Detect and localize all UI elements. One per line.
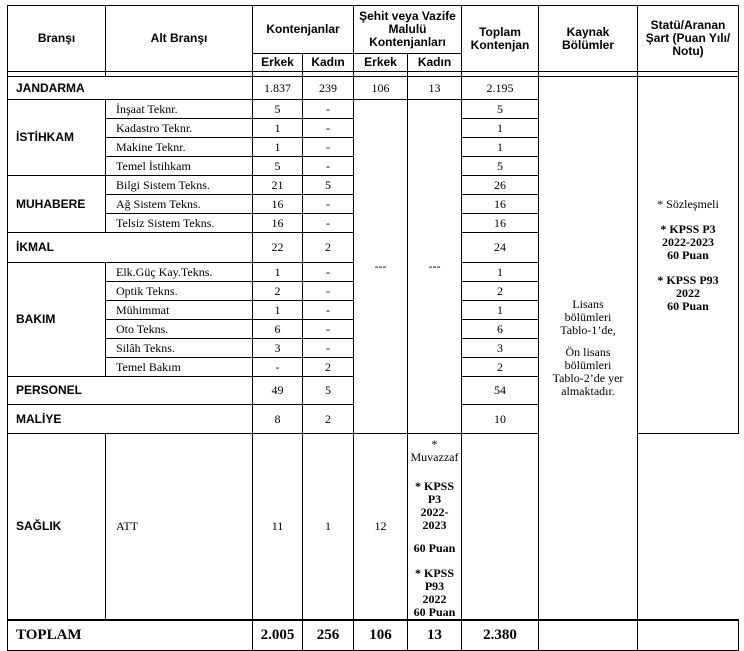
total-sehit-kadin: 13 [408, 620, 462, 650]
cell-kadin: - [303, 157, 354, 176]
total-label: TOPLAM [8, 620, 253, 650]
cell-toplam: 5 [462, 157, 539, 176]
kaynak-line: Tablo-1’de, [560, 323, 616, 337]
req-line: 60 Puan [413, 605, 456, 619]
cell-kadin: 2 [303, 405, 354, 434]
cell-alt-brans: İnşaat Teknr. [106, 100, 253, 119]
col-header-kontenjanlar: Kontenjanlar [253, 6, 354, 54]
cell-erkek: 3 [253, 339, 303, 358]
cell-toplam: 1 [462, 301, 539, 320]
cell-alt-brans: Silâh Tekns. [106, 339, 253, 358]
cell-toplam: 12 [354, 434, 408, 621]
cell-kadin: 2 [303, 358, 354, 377]
cell-toplam: 1 [462, 263, 539, 282]
cell-toplam: 26 [462, 176, 539, 195]
col-header-sehit-kadin: Kadın [408, 54, 462, 72]
cell-erkek: 5 [253, 100, 303, 119]
col-header-statu: Statü/Aranan Şart (Puan Yılı/ Notu) [638, 6, 739, 72]
cell-toplam: 54 [462, 377, 539, 405]
col-header-sehit-erkek: Erkek [354, 54, 408, 72]
req-line: 2022-2023 [420, 505, 449, 532]
statu-sozlesmeli-cell [638, 77, 739, 434]
total-kadin: 256 [303, 620, 354, 650]
status-type: * Muvazzaf [410, 437, 459, 464]
kaynak-bolumler-cell [539, 77, 638, 621]
cell-erkek: 49 [253, 377, 303, 405]
cell-kadin: - [303, 263, 354, 282]
cell-kadin: - [303, 138, 354, 157]
row-brans-ikmal: İKMAL [8, 233, 253, 263]
row-brans-maliye: MALİYE [8, 405, 253, 434]
cell-erkek: 1 [253, 138, 303, 157]
cell-alt-brans: Mühimmat [106, 301, 253, 320]
total-erkek: 2.005 [253, 620, 303, 650]
kaynak-line: bölümleri [564, 310, 612, 324]
kaynak-line: Ön lisans [565, 345, 611, 359]
cell-erkek: 1 [253, 301, 303, 320]
req-line: 2022 [676, 285, 700, 300]
req-line: 60 Puan [667, 247, 709, 262]
cell-alt-brans: Temel İstihkam [106, 157, 253, 176]
cell-alt-brans: Optik Tekns. [106, 282, 253, 301]
row-brans-jandarma: JANDARMA [8, 77, 253, 100]
cell-erkek: 1.837 [253, 77, 303, 100]
cell-kadin: - [303, 282, 354, 301]
cell-toplam: 24 [462, 233, 539, 263]
cell-toplam: 6 [462, 320, 539, 339]
cell-toplam: 10 [462, 405, 539, 434]
req-line: * KPSS P93 [414, 566, 454, 593]
cell-erkek: 8 [253, 405, 303, 434]
col-header-alt-brans: Alt Branşı [106, 6, 253, 72]
row-brans-muhabere: MUHABERE [8, 176, 106, 233]
cell-alt-brans: Oto Tekns. [106, 320, 253, 339]
total-toplam: 2.380 [462, 620, 539, 650]
req-line: * KPSS P3 [414, 479, 454, 506]
cell-erkek: 2 [253, 282, 303, 301]
total-row [8, 620, 739, 650]
cell-erkek: 1 [253, 119, 303, 138]
statu-muvazzaf-cell [408, 434, 462, 621]
req-line: 60 Puan [667, 298, 709, 313]
cell-erkek: 1 [253, 263, 303, 282]
cell-toplam: 2.195 [462, 77, 539, 100]
sehit-erkek-merged: --- [354, 100, 408, 434]
req-line: * KPSS P93 [657, 272, 719, 287]
cell-erkek: 5 [253, 157, 303, 176]
cell-alt-brans: Temel Bakım [106, 358, 253, 377]
quota-table [7, 5, 739, 651]
total-sehit-erkek: 106 [354, 620, 408, 650]
cell-kadin: - [303, 339, 354, 358]
cell-toplam: 2 [462, 358, 539, 377]
req-line: 2022-2023 [662, 234, 714, 249]
cell-erkek: 22 [253, 233, 303, 263]
req-line: 2022 [422, 592, 447, 606]
cell-erkek: 16 [253, 195, 303, 214]
cell-kadin: - [303, 100, 354, 119]
cell-alt-brans: Ağ Sistem Tekns. [106, 195, 253, 214]
req-line: * KPSS P3 [660, 221, 716, 236]
cell-alt-brans: ATT [106, 434, 253, 621]
col-header-kadin: Kadın [303, 54, 354, 72]
cell-kadin: 239 [303, 77, 354, 100]
col-header-sehit: Şehit veya Vazife Malulü Kontenjanları [354, 6, 462, 54]
row-brans-bakim: BAKIM [8, 263, 106, 377]
cell-alt-brans: Elk.Güç Kay.Tekns. [106, 263, 253, 282]
kaynak-line: almaktadır. [561, 384, 615, 398]
table-row [8, 77, 739, 100]
cell-erkek: 6 [253, 320, 303, 339]
cell-kadin: - [303, 195, 354, 214]
cell-alt-brans: Makine Teknr. [106, 138, 253, 157]
cell-toplam: 1 [462, 138, 539, 157]
cell-kadin: 5 [303, 377, 354, 405]
cell-erkek: - [253, 358, 303, 377]
kaynak-line: Tablo-2’de yer [552, 371, 624, 385]
cell-kadin: - [303, 301, 354, 320]
cell-kadin: - [303, 320, 354, 339]
row-brans-istihkam: İSTİHKAM [8, 100, 106, 176]
sehit-kadin-merged: --- [408, 100, 462, 434]
kaynak-line: bölümleri [564, 358, 612, 372]
cell-kadin: 2 [303, 233, 354, 263]
cell-alt-brans: Bilgi Sistem Tekns. [106, 176, 253, 195]
cell-kadin: - [303, 214, 354, 233]
cell-kadin: 1 [303, 434, 354, 621]
cell-toplam: 1 [462, 119, 539, 138]
cell-toplam: 16 [462, 214, 539, 233]
cell-erkek: 11 [253, 434, 303, 621]
cell-toplam: 2 [462, 282, 539, 301]
row-brans-personel: PERSONEL [8, 377, 253, 405]
row-brans-saglik: SAĞLIK [8, 434, 106, 621]
cell-alt-brans: Telsiz Sistem Tekns. [106, 214, 253, 233]
cell-erkek: 16 [253, 214, 303, 233]
cell-toplam: 16 [462, 195, 539, 214]
cell-kadin: - [303, 119, 354, 138]
cell-erkek: 21 [253, 176, 303, 195]
status-type: * Sözleşmeli [657, 196, 719, 211]
cell-sehit-erkek: 106 [354, 77, 408, 100]
col-header-brans: Branşı [8, 6, 106, 72]
cell-toplam: 3 [462, 339, 539, 358]
col-header-erkek: Erkek [253, 54, 303, 72]
cell-kadin: 5 [303, 176, 354, 195]
cell-toplam: 5 [462, 100, 539, 119]
req-line: 60 Puan [413, 541, 456, 555]
col-header-toplam: Toplam Kontenjan [462, 6, 539, 72]
cell-alt-brans: Kadastro Teknr. [106, 119, 253, 138]
col-header-kaynak: Kaynak Bölümler [539, 6, 638, 72]
kaynak-line: Lisans [572, 297, 604, 311]
cell-sehit-kadin: 13 [408, 77, 462, 100]
